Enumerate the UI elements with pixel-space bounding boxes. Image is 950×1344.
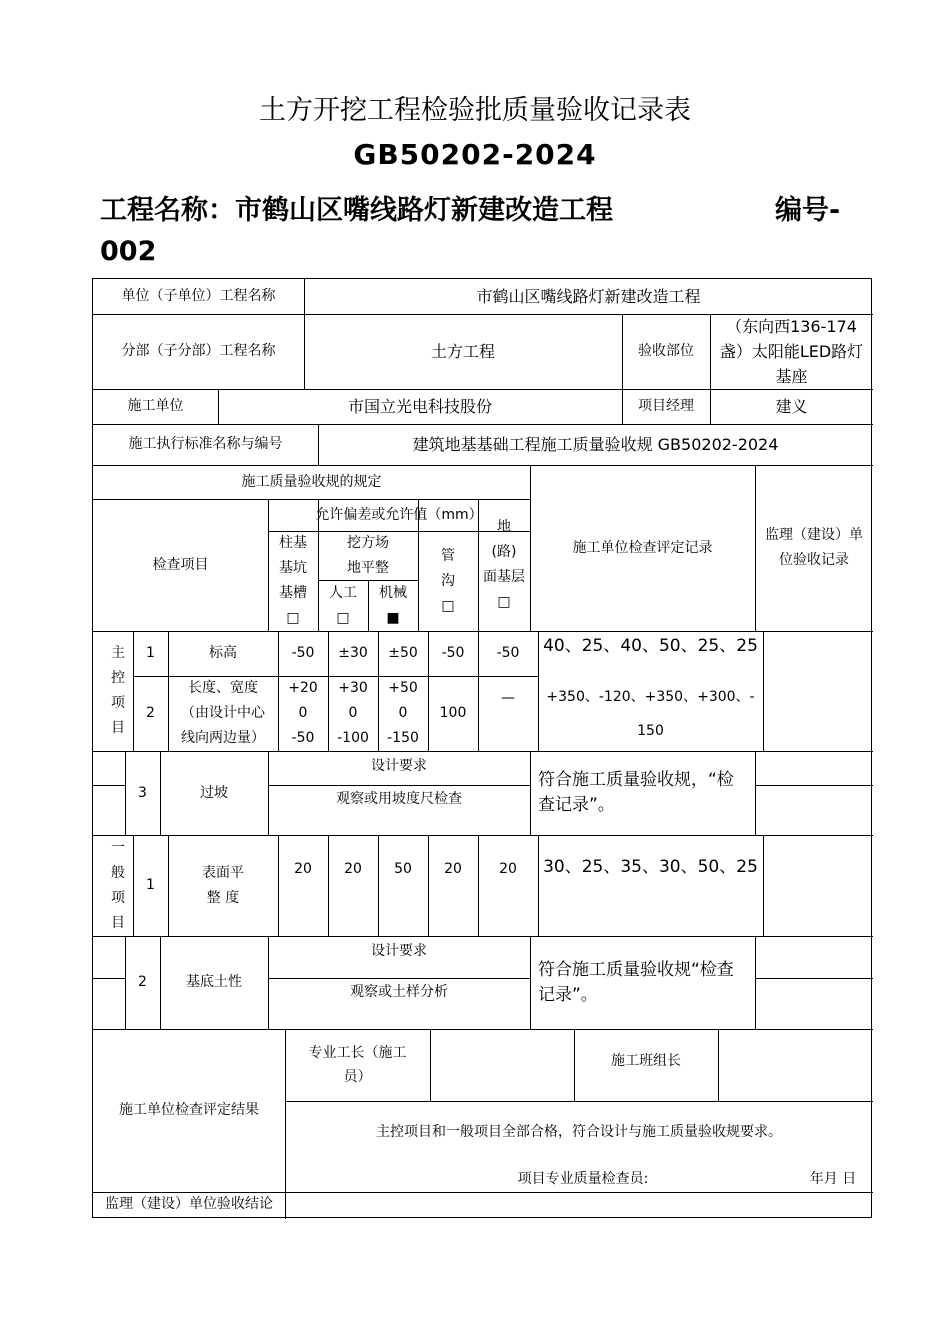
unit-project-value: 市鹤山区嘴线路灯新建改造工程: [476, 287, 701, 306]
construction-unit-value: 市国立光电科技股份: [347, 397, 492, 416]
acceptance-rules-label: 施工质量验收规的规定: [241, 473, 382, 490]
document-title: 土方开挖工程检验批质量验收记录表: [259, 95, 691, 126]
main-row-1-record: 40、25、40、50、25、25: [543, 635, 758, 656]
main-row-1-v1: -50: [291, 645, 315, 661]
col-manual-checkbox[interactable]: 人工 □: [329, 584, 357, 626]
sub-project-value: 土方工程: [430, 342, 495, 361]
main-row-2-v2: +30 0 -100: [337, 680, 369, 746]
main-row-3-design-req: 设计要求: [371, 757, 427, 774]
general-row-1-v1: 20: [294, 860, 312, 877]
project-manager-value: 建义: [775, 397, 808, 416]
standard-code: GB50202-2024: [353, 138, 597, 171]
main-row-2-record: +350、-120、+350、+300、- 150: [546, 688, 755, 739]
project-name-line: 工程名称：市鹤山区嘴线路灯新建改造工程: [100, 195, 613, 226]
supervision-conclusion-label: 监理（建设）单位验收结论: [105, 1196, 273, 1212]
general-row-1-v5: 20: [499, 860, 517, 877]
foreman-label: 专业工长（施工 员）: [308, 1045, 407, 1085]
main-row-3-record: 符合施工质量验收规，“检 查记录”。: [538, 770, 734, 815]
col-road-label: 地 (路) 面基层 □: [483, 519, 525, 610]
tolerance-label: 允许偏差或允许值（mm）: [315, 506, 483, 523]
general-row-1-record: 30、25、35、30、50、25: [543, 856, 758, 877]
general-row-1-no: 1: [146, 877, 155, 893]
general-row-1-v2: 20: [344, 860, 362, 877]
main-row-2-v4: 100: [439, 705, 467, 721]
general-row-1-v3: 50: [394, 860, 412, 877]
general-row-2-no: 2: [138, 974, 147, 990]
supervision-record-label: 监理（建设）单位验收记录: [765, 527, 863, 568]
general-row-1-v4: 20: [444, 860, 462, 877]
general-row-2-name: 基底土性: [186, 974, 242, 990]
standard-value: 建筑地基基础工程施工质量验收规 GB50202-2024: [412, 435, 779, 454]
main-row-1-v5: -50: [496, 645, 520, 661]
team-leader-label: 施工班组长: [611, 1052, 681, 1069]
general-row-2-method: 观察或土样分析: [350, 983, 448, 1000]
acceptance-part-value: （东向西136-174盏）太阳能LED路灯基座: [719, 317, 864, 386]
main-row-3-name: 过坡: [200, 784, 228, 801]
sub-project-label: 分部（子分部）工程名称: [121, 343, 276, 359]
project-manager-label: 项目经理: [638, 398, 694, 414]
construction-result-label: 施工单位检查评定结果: [119, 1102, 259, 1118]
construction-record-label: 施工单位检查评定记录: [572, 539, 713, 556]
inspection-table: [92, 278, 872, 1218]
main-row-2-v5: —: [501, 690, 515, 706]
main-row-2-v3: +50 0 -150: [387, 680, 419, 746]
general-row-2-design-req: 设计要求: [371, 942, 427, 959]
standard-label: 施工执行标准名称与编号: [128, 436, 283, 452]
main-row-1-v2: ±30: [338, 645, 368, 661]
general-row-2-record: 符合施工质量验收规“检查 记录”。: [538, 959, 734, 1005]
main-items-group-label: 主 控 项 目: [111, 645, 125, 736]
main-row-1-v4: -50: [441, 645, 465, 661]
main-row-2-name: 长度、宽度 （由设计中心 线向两边量）: [181, 680, 265, 746]
col-machine-checkbox[interactable]: 机械 ■: [379, 584, 407, 626]
col-excavation-label: 挖方场 地平整: [347, 534, 389, 576]
record-number-value: 002: [100, 236, 157, 267]
record-number-label: 编号-: [775, 195, 841, 226]
check-item-label: 检查项目: [152, 556, 209, 573]
col-trench-label: 管 沟 □: [441, 547, 455, 614]
main-row-1-v3: ±50: [388, 645, 418, 661]
main-row-2-no: 2: [146, 705, 155, 721]
main-row-1-name: 标高: [209, 645, 237, 661]
construction-unit-label: 施工单位: [127, 398, 184, 414]
conclusion-text: 主控项目和一般项目全部合格，符合设计与施工质量验收规要求。: [376, 1123, 782, 1140]
unit-project-label: 单位（子单位）工程名称: [121, 288, 276, 304]
inspector-label: 项目专业质量检查员:: [517, 1171, 649, 1187]
main-row-1-no: 1: [146, 645, 155, 661]
main-row-3-method: 观察或用坡度尺检查: [336, 790, 462, 807]
date-label: 年月 日: [809, 1171, 857, 1187]
acceptance-part-label: 验收部位: [638, 343, 694, 359]
col-pit-label: 柱基 基坑 基槽 □: [279, 535, 307, 626]
main-row-2-v1: +20 0 -50: [288, 680, 318, 746]
general-items-group-label: 一 般 项 目: [111, 839, 125, 931]
general-row-1-name: 表面平 整 度: [202, 864, 244, 906]
main-row-3-no: 3: [138, 784, 147, 801]
